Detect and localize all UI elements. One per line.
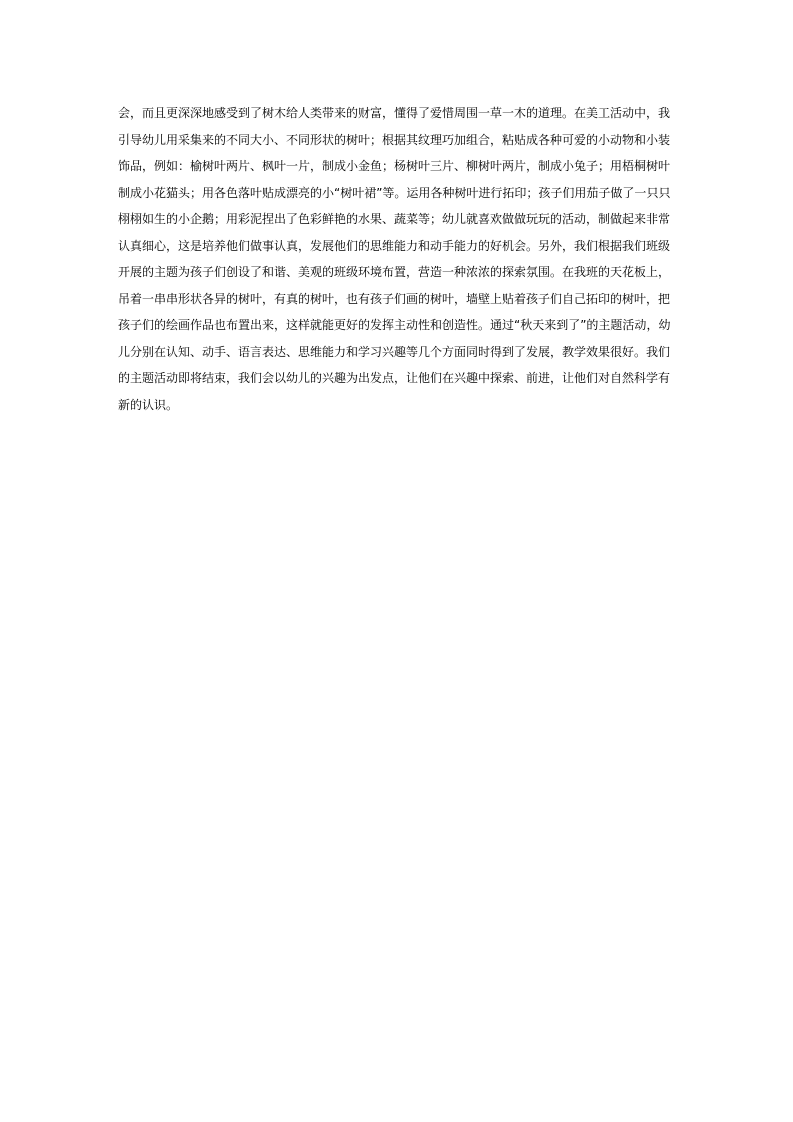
paragraph-line: 制成小花猫头；用各色落叶贴成漂亮的小“树叶裙”等。运用各种树叶进行拓印；孩子们用茄子做了一只只 bbox=[118, 185, 671, 200]
document-body bbox=[118, 100, 673, 418]
paragraph-line: 认真细心，这是培养他们做事认真，发展他们的思维能力和动手能力的好机会。另外，我们根据我们班级 bbox=[118, 238, 671, 253]
paragraph-line: 栩栩如生的小企鹅；用彩泥捏出了色彩鲜艳的水果、蔬菜等；幼儿就喜欢做做玩玩的活动，制做起来非常 bbox=[118, 212, 671, 226]
paragraph-line: 的主题活动即将结束，我们会以幼儿的兴趣为出发点，让他们在兴趣中探索、前进，让他们对自然科学有 bbox=[118, 371, 671, 385]
paragraph-line: 引导幼儿用采集来的不同大小、不同形状的树叶；根据其纹理巧加组合，粘贴成各种可爱的小动物和小装 bbox=[118, 132, 671, 147]
paragraph-line: 新的认识。 bbox=[118, 397, 179, 412]
paragraph-line: 吊着一串串形状各异的树叶，有真的树叶，也有孩子们画的树叶，墙壁上贴着孩子们自己拓印的树叶，把 bbox=[118, 291, 671, 306]
paragraph-line: 开展的主题为孩子们创设了和谐、美观的班级环境布置，营造一种浓浓的探索氛围。在我班的天花板上， bbox=[118, 265, 671, 279]
paragraph-line: 会，而且更深深地感受到了树木给人类带来的财富，懂得了爱惜周围一草一木的道理。在美工活动中，我 bbox=[118, 106, 671, 120]
paragraph-line: 儿分别在认知、动手、语言表达、思维能力和学习兴趣等几个方面同时得到了发展，教学效果很好。我们 bbox=[118, 344, 671, 359]
paragraph-line: 孩子们的绘画作品也布置出来，这样就能更好的发挥主动性和创造性。通过“秋天来到了”的主题活动，幼 bbox=[118, 318, 671, 332]
paragraph-line: 饰品，例如：榆树叶两片、枫叶一片，制成小金鱼；杨树叶三片、柳树叶两片，制成小兔子；用梧桐树叶 bbox=[118, 159, 671, 173]
